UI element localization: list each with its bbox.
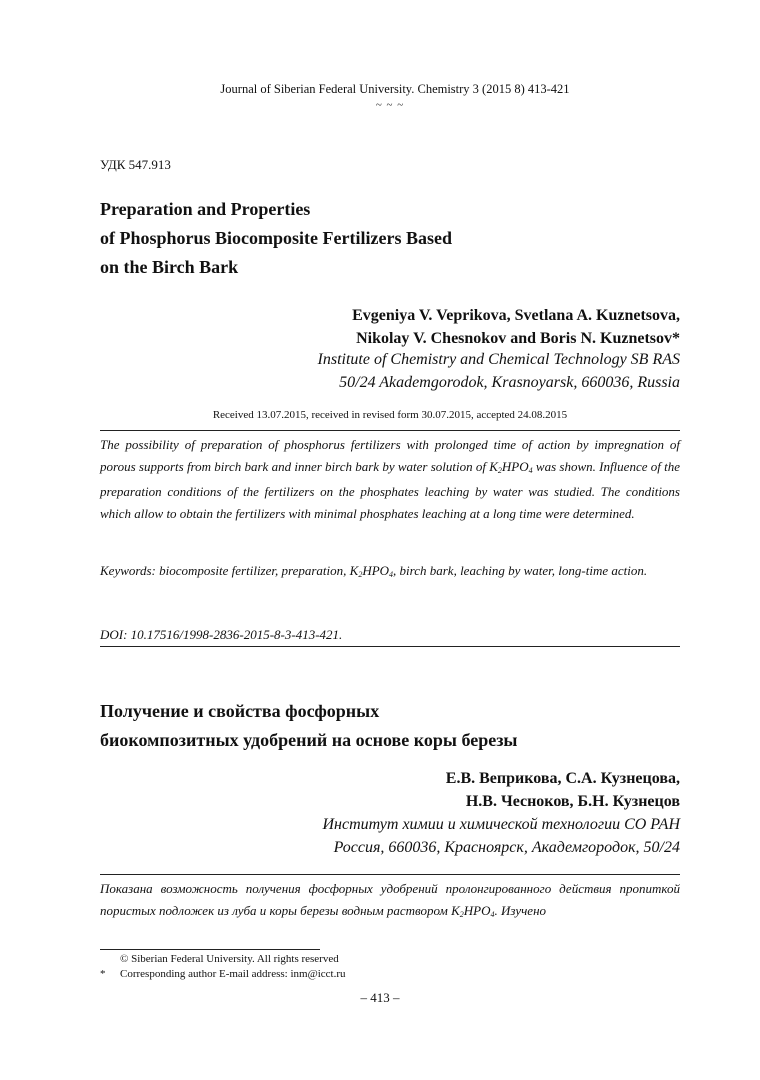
journal-header: Journal of Siberian Federal University. Chemistry 3 (2015 8) 413-421 [220, 82, 570, 96]
doi: DOI: 10.17516/1998-2836-2015-8-3-413-421. [100, 627, 343, 642]
abstract-en: The possibility of preparation of phosphorus fertilizers with prolonged time of action by impregnation of porous supports from birch bark and inner birch bark by water solution of $K_2HPO_4$ was shown. Influence of the preparation conditions of the fertilizers on the phosphates leaching by water was studied. The conditions which allow to obtain the fertilizers with minimal phosphates leaching at a long time were determined. [100, 437, 680, 521]
paper-title-en [100, 195, 660, 282]
keywords-en: Keywords: biocomposite fertilizer, preparation, $K_2HPO_4$, birch bark, leaching by water, long-time action. [100, 563, 648, 579]
page-number: – 413 – [360, 990, 400, 1005]
title-line: Preparation and Properties [100, 199, 311, 219]
affiliation-line: 50/24 Akademgorodok, Krasnoyarsk, 660036, Russia [339, 374, 680, 391]
affiliation-en [200, 348, 680, 394]
title-line: of Phosphorus Biocomposite Fertilizers Based [100, 228, 452, 248]
title-line: биокомпозитных удобрений на основе коры березы [100, 730, 518, 750]
header-ornament: ~ ~ ~ [375, 99, 405, 111]
authors-en [200, 304, 680, 350]
divider [100, 430, 680, 431]
received-dates: Received 13.07.2015, received in revised form 30.07.2015, accepted 24.08.2015 [212, 409, 568, 421]
udk-code: УДК 547.913 [100, 157, 171, 172]
authors-ru [200, 767, 680, 813]
affiliation-line: Институт химии и химической технологии СО РАН [322, 816, 680, 833]
divider [100, 646, 680, 647]
divider [100, 874, 680, 875]
authors-line: Nikolay V. Chesnokov and Boris N. Kuznetsov* [356, 330, 680, 347]
title-line: Получение и свойства фосфорных [100, 701, 380, 721]
affiliation-ru [200, 813, 680, 859]
abstract-ru: Показана возможность получения фосфорных удобрений пролонгированного действия пропиткой пористых подложек из луба и коры березы водным раствором $K_2HPO_4$. Изучено [100, 881, 680, 919]
footnote-text: © Siberian Federal University. All rights reserved [120, 953, 339, 965]
footnote-text: Corresponding author E-mail address: inm@icct.ru [120, 968, 346, 980]
title-line: on the Birch Bark [100, 257, 239, 277]
authors-line: Е.В. Веприкова, С.А. Кузнецова, [445, 770, 680, 787]
footnote-mark: * [100, 968, 106, 980]
paper-title-ru [100, 697, 660, 755]
footnote-copyright [100, 952, 339, 966]
authors-line: Evgeniya V. Veprikova, Svetlana A. Kuznetsova, [352, 307, 680, 324]
authors-line: Н.В. Чесноков, Б.Н. Кузнецов [465, 793, 680, 810]
footnote-rule [100, 949, 320, 950]
affiliation-line: Россия, 660036, Красноярск, Академгородок, 50/24 [333, 839, 680, 856]
footnote-corresponding [100, 967, 346, 981]
affiliation-line: Institute of Chemistry and Chemical Technology SB RAS [317, 351, 680, 368]
